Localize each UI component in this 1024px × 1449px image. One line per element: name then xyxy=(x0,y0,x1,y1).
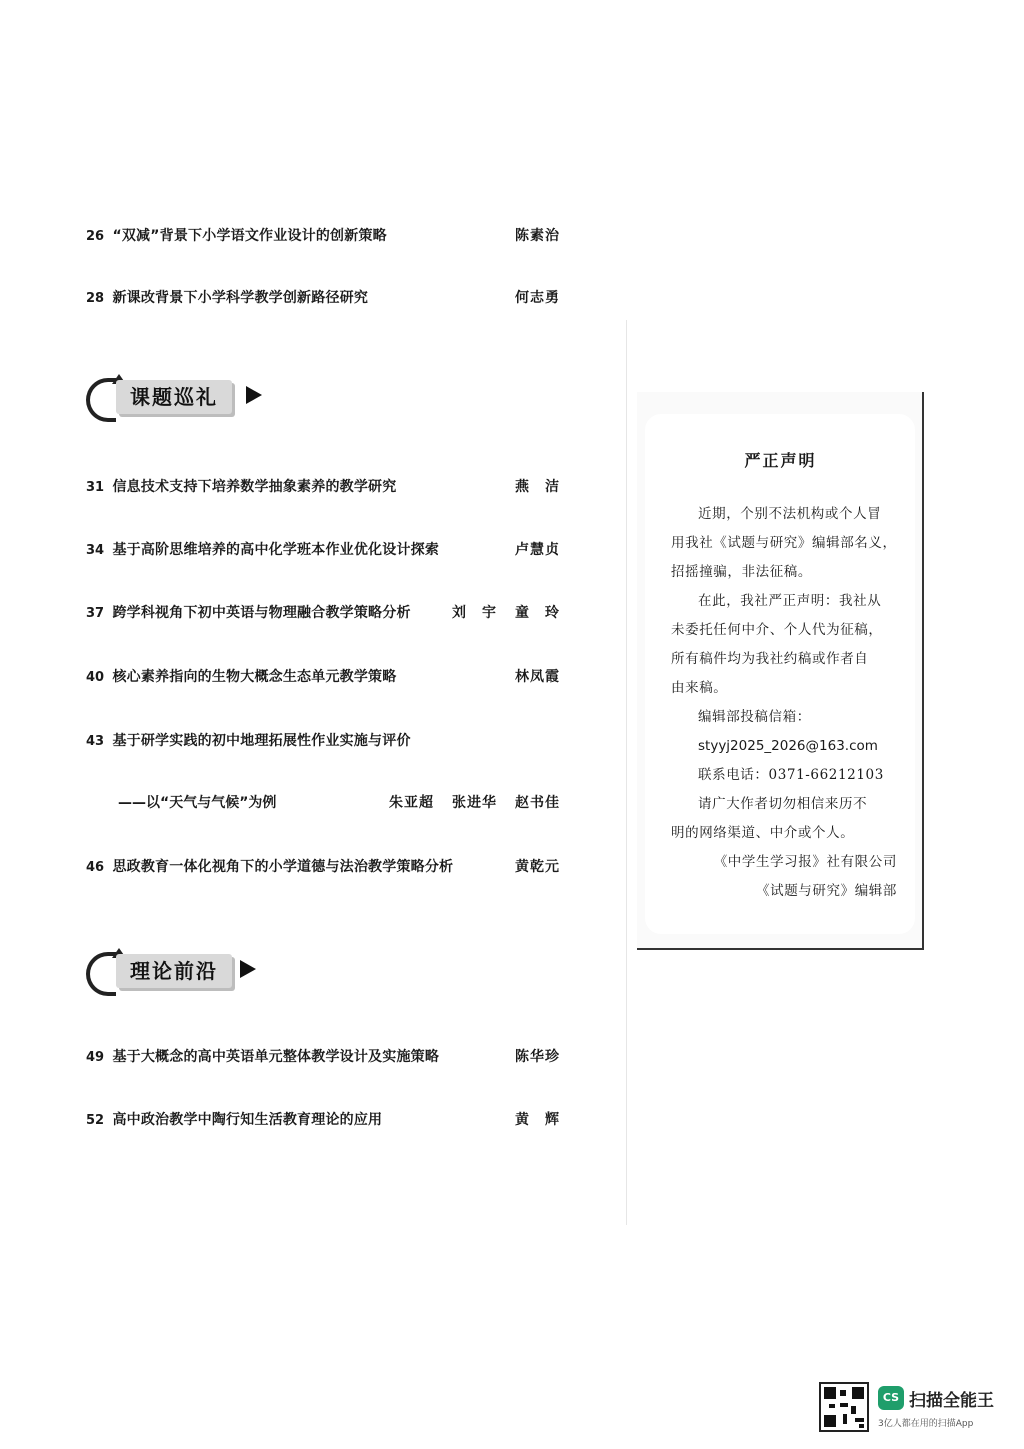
toc-author: 燕 洁 xyxy=(515,479,560,495)
flag-ornament-icon xyxy=(240,960,256,978)
toc-page-number: 26 xyxy=(86,229,105,244)
notice-email[interactable]: styyj2025_2026@163.com xyxy=(698,738,878,754)
section-label: 课题巡礼 xyxy=(116,380,232,414)
toc-title: 跨学科视角下初中英语与物理融合教学策略分析 xyxy=(112,605,411,621)
notice-line: 请广大作者切勿相信来历不 xyxy=(698,796,868,812)
toc-page-number: 49 xyxy=(86,1050,105,1065)
toc-author: 陈素治 xyxy=(515,228,560,244)
page-fold-divider xyxy=(626,320,627,1225)
flag-ornament-icon xyxy=(246,386,262,404)
notice-line: 所有稿件均为我社约稿或作者自 xyxy=(671,651,869,667)
toc-entry[interactable] xyxy=(86,1109,560,1131)
toc-page-number: 43 xyxy=(86,734,105,749)
hook-ornament-icon xyxy=(86,952,116,996)
notice-email-label: 编辑部投稿信箱： xyxy=(698,709,811,725)
toc-entry[interactable] xyxy=(86,730,560,752)
toc-entry[interactable] xyxy=(86,856,560,878)
notice-body xyxy=(671,500,927,906)
scanner-tagline: 3亿人都在用的扫描App xyxy=(878,1419,974,1429)
notice-signature-company: 《中学生学习报》社有限公司 xyxy=(713,854,897,870)
toc-entry[interactable] xyxy=(86,539,560,561)
toc-title: 核心素养指向的生物大概念生态单元教学策略 xyxy=(112,669,397,685)
notice-title: 严正声明 xyxy=(744,451,817,470)
qr-code-icon xyxy=(819,1382,869,1432)
notice-line: 招摇撞骗，非法征稿。 xyxy=(671,564,812,580)
cs-logo-icon: CS xyxy=(878,1386,904,1410)
toc-entry[interactable] xyxy=(86,602,560,624)
section-heading-topics xyxy=(86,376,276,426)
toc-title: 基于高阶思维培养的高中化学班本作业优化设计探索 xyxy=(112,542,440,558)
toc-title: “双减”背景下小学语文作业设计的创新策略 xyxy=(112,228,387,244)
toc-title: 基于研学实践的初中地理拓展性作业实施与评价 xyxy=(112,733,411,749)
scanner-app-name: 扫描全能王 xyxy=(909,1391,994,1411)
toc-page-number: 28 xyxy=(86,291,105,306)
toc-subtitle-line[interactable] xyxy=(118,792,560,814)
toc-entry[interactable] xyxy=(86,287,560,309)
toc-page-number: 37 xyxy=(86,606,105,621)
toc-author: 林凤霞 xyxy=(515,669,560,685)
toc-title: 信息技术支持下培养数学抽象素养的教学研究 xyxy=(112,479,397,495)
toc-entry[interactable] xyxy=(86,1046,560,1068)
toc-author: 刘 宇 童 玲 xyxy=(452,605,560,621)
toc-entry[interactable] xyxy=(86,225,560,247)
notice-phone: 联系电话：0371-66212103 xyxy=(698,767,884,783)
notice-line: 明的网络渠道、中介或个人。 xyxy=(671,825,855,841)
section-heading-theory xyxy=(86,950,276,1000)
notice-box xyxy=(637,392,924,950)
toc-page-number: 40 xyxy=(86,670,105,685)
toc-entry[interactable] xyxy=(86,476,560,498)
toc-author: 卢慧贞 xyxy=(515,542,560,558)
toc-author: 黄 辉 xyxy=(515,1112,560,1128)
toc-author: 黄乾元 xyxy=(515,859,560,875)
scanner-watermark xyxy=(819,1382,1009,1436)
hook-ornament-icon xyxy=(86,378,116,422)
toc-page-number: 31 xyxy=(86,480,105,495)
toc-author: 陈华珍 xyxy=(515,1049,560,1065)
notice-line: 在此，我社严正声明：我社从 xyxy=(698,593,882,609)
notice-line: 用我社《试题与研究》编辑部名义， xyxy=(671,535,897,551)
notice-line: 未委托任何中介、个人代为征稿， xyxy=(671,622,883,638)
notice-line: 由来稿。 xyxy=(671,680,728,696)
section-label: 理论前沿 xyxy=(116,954,232,988)
toc-entry[interactable] xyxy=(86,666,560,688)
toc-title: 基于大概念的高中英语单元整体教学设计及实施策略 xyxy=(112,1049,440,1065)
toc-title: 新课改背景下小学科学教学创新路径研究 xyxy=(112,290,369,306)
toc-page-number: 52 xyxy=(86,1113,105,1128)
toc-subtitle: ——以“天气与气候”为例 xyxy=(118,795,277,811)
toc-page-number: 34 xyxy=(86,543,105,558)
notice-line: 近期，个别不法机构或个人冒 xyxy=(698,506,882,522)
toc-title: 思政教育一体化视角下的小学道德与法治教学策略分析 xyxy=(112,859,454,875)
notice-signature-editorial: 《试题与研究》编辑部 xyxy=(756,883,897,899)
toc-author: 何志勇 xyxy=(515,290,560,306)
toc-authors: 朱亚超 张进华 赵书佳 xyxy=(389,795,560,811)
toc-page-number: 46 xyxy=(86,860,105,875)
toc-title: 高中政治教学中陶行知生活教育理论的应用 xyxy=(112,1112,383,1128)
